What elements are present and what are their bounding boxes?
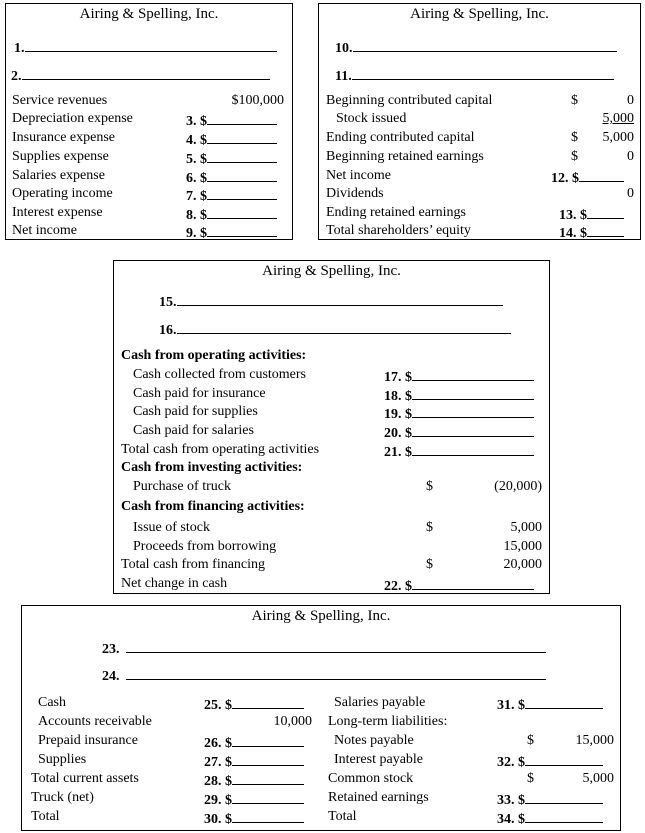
liability-label: Salaries payable: [334, 695, 426, 710]
operating-row-label: Cash collected from customers: [133, 367, 307, 382]
operating-row-answer: 20. $: [384, 422, 534, 442]
equity-row-answer: 12. $: [551, 167, 624, 187]
asset-answer: 25. $: [204, 694, 304, 714]
company-title: Airing & Spelling, Inc.: [79, 6, 219, 22]
equity-row-answer: 13. $: [559, 204, 624, 224]
blank-label-15: 15.: [159, 291, 503, 311]
cash-flow-statement-box: [113, 260, 550, 594]
operating-total-label: Total cash from operating activities: [121, 442, 320, 457]
blank-label-1: 1.: [14, 37, 277, 57]
equity-statement-box: [318, 3, 641, 240]
liability-label: Total: [328, 809, 357, 824]
dollar-sign: $: [571, 149, 578, 164]
company-title: Airing & Spelling, Inc.: [251, 608, 391, 624]
financing-total-label: Total cash from financing: [121, 557, 266, 572]
equity-row-value: 5,000: [602, 111, 634, 126]
asset-value: 10,000: [273, 714, 312, 729]
income-row-answer: 3. $: [186, 110, 277, 130]
operating-row-answer: 19. $: [384, 403, 534, 423]
asset-answer: 28. $: [204, 770, 304, 790]
income-row-label: Service revenues: [12, 93, 108, 108]
income-row-answer: 9. $: [186, 222, 277, 242]
income-row-answer: 7. $: [186, 185, 277, 205]
dollar-sign: $: [426, 520, 433, 535]
operating-row-label: Cash paid for salaries: [133, 423, 254, 438]
liability-label: Long-term liabilities:: [328, 714, 448, 729]
dollar-sign: $: [527, 771, 534, 786]
equity-row-label: Ending contributed capital: [326, 130, 475, 145]
investing-heading: Cash from investing activities:: [121, 460, 303, 475]
asset-answer: 30. $: [204, 808, 304, 828]
equity-row-label: Beginning contributed capital: [326, 93, 493, 108]
income-row-label: Salaries expense: [12, 168, 105, 183]
equity-row-value: 0: [627, 149, 634, 164]
dollar-sign: $: [527, 733, 534, 748]
income-row-answer: 8. $: [186, 204, 277, 224]
net-change-label: Net change in cash: [121, 576, 228, 591]
financing-row-label: Issue of stock: [133, 520, 210, 535]
income-row-answer: 6. $: [186, 167, 277, 187]
income-row-label: Interest expense: [12, 205, 103, 220]
dollar-sign: $: [571, 93, 578, 108]
equity-label: Retained earnings: [328, 790, 429, 805]
operating-row-answer: 17. $: [384, 366, 534, 386]
equity-row-value: 0: [627, 186, 634, 201]
asset-label: Total current assets: [31, 771, 139, 786]
asset-label: Prepaid insurance: [38, 733, 138, 748]
equity-answer: 33. $: [497, 789, 603, 809]
balance-sheet-box: [21, 605, 621, 831]
income-statement-box: [5, 3, 293, 240]
company-title: Airing & Spelling, Inc.: [262, 263, 401, 279]
blank-label-2: 2.: [11, 65, 270, 85]
asset-answer: 26. $: [204, 732, 304, 752]
net-change-answer: 22. $: [384, 575, 534, 595]
financing-row-value: 5,000: [510, 520, 542, 535]
liability-answer: 31. $: [497, 694, 603, 714]
dollar-sign: $: [571, 130, 578, 145]
blank-label-16: 16.: [159, 319, 511, 339]
liability-value: 15,000: [575, 733, 614, 748]
dollar-sign: $: [426, 479, 433, 494]
asset-label: Accounts receivable: [38, 714, 152, 729]
asset-label: Total: [31, 809, 60, 824]
investing-row-label: Purchase of truck: [133, 479, 231, 494]
income-row-answer: 4. $: [186, 129, 277, 149]
blank-label-11: 11.: [335, 65, 614, 85]
investing-row-value: (20,000): [494, 479, 542, 494]
financing-row-label: Proceeds from borrowing: [133, 539, 277, 554]
equity-row-label: Beginning retained earnings: [326, 149, 484, 164]
equity-label: Common stock: [328, 771, 414, 786]
dollar-sign: $: [426, 557, 433, 572]
liability-answer: 32. $: [497, 751, 603, 771]
liability-label: Notes payable: [334, 733, 414, 748]
asset-answer: 29. $: [204, 789, 304, 809]
equity-row-label: Total shareholders’ equity: [326, 223, 471, 238]
operating-row-answer: 18. $: [384, 385, 534, 405]
asset-label: Cash: [38, 695, 66, 710]
income-row-answer: 5. $: [186, 148, 277, 168]
financing-heading: Cash from financing activities:: [121, 499, 305, 514]
blank-label-10: 10.: [335, 37, 617, 57]
operating-row-label: Cash paid for insurance: [133, 386, 266, 401]
financing-row-value: 15,000: [503, 539, 542, 554]
equity-row-value: 5,000: [602, 130, 634, 145]
income-row-label: Operating income: [12, 186, 113, 201]
liability-label: Interest payable: [334, 752, 424, 767]
income-row-label: Net income: [12, 223, 77, 238]
operating-row-label: Cash paid for supplies: [133, 404, 258, 419]
income-row-label: Supplies expense: [12, 149, 109, 164]
income-row-label: Insurance expense: [12, 130, 116, 145]
operating-total-answer: 21. $: [384, 441, 534, 461]
income-row-value: $100,000: [231, 93, 284, 108]
liability-answer: 34. $: [497, 808, 603, 828]
financing-total-value: 20,000: [503, 557, 542, 572]
asset-label: Supplies: [38, 752, 87, 767]
operating-heading: Cash from operating activities:: [121, 348, 307, 363]
company-title: Airing & Spelling, Inc.: [410, 6, 549, 22]
asset-answer: 27. $: [204, 751, 304, 771]
equity-row-answer: 14. $: [559, 222, 624, 242]
equity-row-label: Ending retained earnings: [326, 205, 466, 220]
equity-row-label: Dividends: [326, 186, 384, 201]
blank-label-23: 23.: [102, 638, 546, 658]
equity-row-label: Stock issued: [336, 111, 407, 126]
equity-row-label: Net income: [326, 168, 391, 183]
blank-label-24: 24.: [102, 665, 546, 685]
equity-row-value: 0: [627, 93, 634, 108]
equity-value: 5,000: [582, 771, 614, 786]
income-row-label: Depreciation expense: [12, 111, 133, 126]
asset-label: Truck (net): [31, 790, 94, 805]
